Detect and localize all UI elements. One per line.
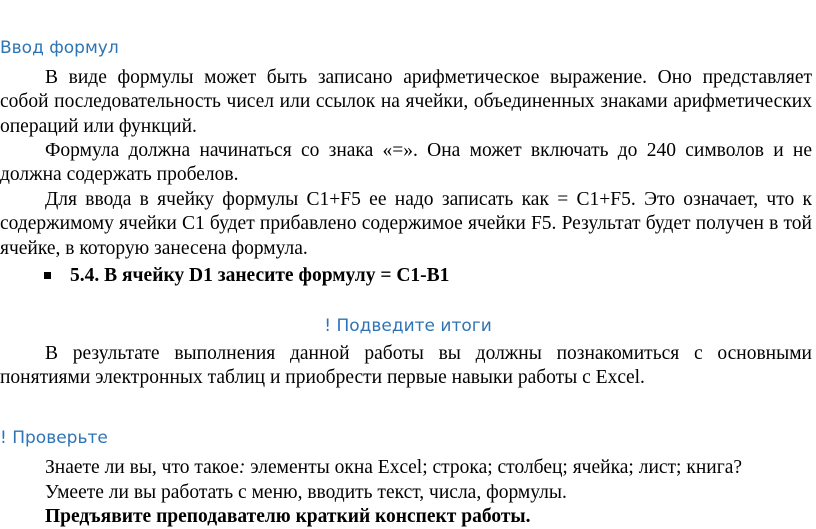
task-text: 5.4. В ячейку D1 занесите формулу = С1-В1 — [70, 265, 450, 286]
heading-summary: ! Подведите итоги — [324, 316, 492, 336]
check-line-2: Умеете ли вы работать с меню, вводить текст, числа, формулы. — [45, 482, 567, 503]
square-bullet-icon — [44, 272, 51, 279]
paragraph-summary: В результате выполнения данной работы вы должны познакомиться с основными понятиями электронных таблиц и приобрести первые навыки работы с Excel. — [0, 343, 812, 389]
paragraph-formula-example: Для ввода в ячейку формулы C1+F5 ее надо записать как = C1+F5. Это означает, что к содержимому ячейки С1 будет прибавлено содержимое ячейки F5. Результат будет получен в той ячейке, в которую занесена формула. — [0, 189, 812, 259]
check-line-3: Предъявите преподавателю краткий конспект работы. — [45, 506, 531, 527]
check-line-1-part-a: Знаете ли вы, что такое — [45, 457, 239, 478]
heading-check: ! Проверьте — [0, 428, 108, 448]
heading-formula-input: Ввод формул — [0, 38, 119, 58]
paragraph-formula-definition: В виде формулы может быть записано арифметическое выражение. Оно представляет собой последовательность чисел или ссылок на ячейки, объединенных знаками арифметических операций или функций. — [0, 67, 812, 137]
check-line-1 — [45, 456, 742, 480]
check-line-1-colon: : — [238, 457, 246, 478]
paragraph-formula-rules: Формула должна начинаться со знака «=». Она может включать до 240 символов и не должна содержать пробелов. — [0, 140, 812, 186]
check-line-1-part-b: элементы окна Excel; строка; столбец; ячейка; лист; книга? — [245, 457, 742, 478]
